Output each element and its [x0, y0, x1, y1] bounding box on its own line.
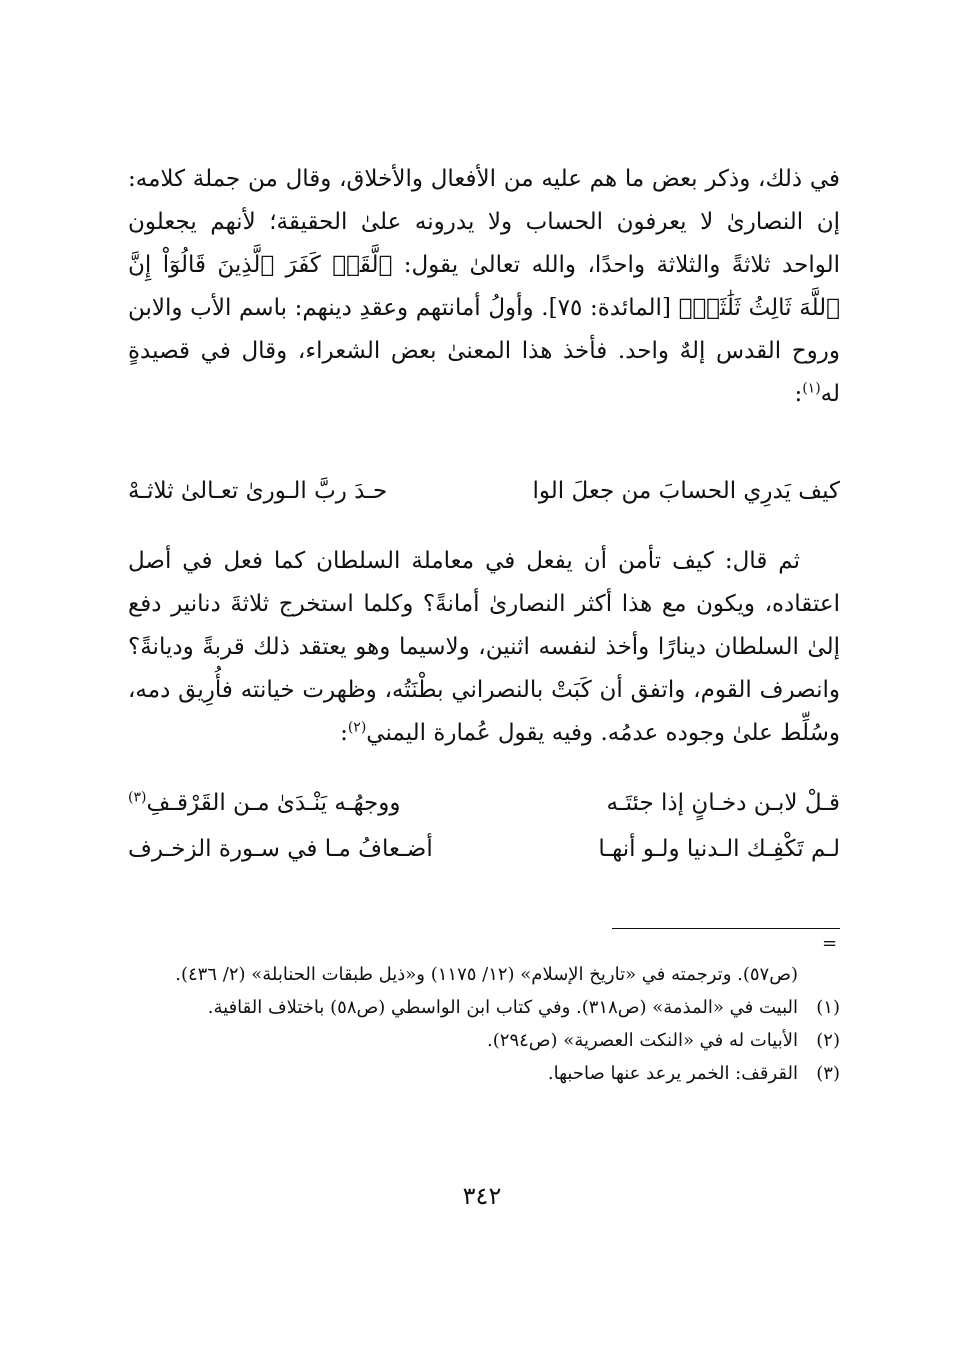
footnote-3	[128, 1057, 840, 1090]
footnote-ref-3[interactable]: (٣)	[128, 789, 147, 806]
footnote-ref-2[interactable]: (٢)	[347, 719, 367, 736]
verse-1-first-hemistich: كيف يَدرِي الحسابَ من جعلَ الوا	[532, 478, 840, 504]
footnote-1	[128, 991, 840, 1024]
paragraph-1: في ذلك، وذكر بعض ما هم عليه من الأفعال والأخلاق، وقال من جملة كلامه: إن النصارىٰ لا يعرفون الحساب ولا يدرونه علىٰ الحقيقة؛ لأنهم يجعلون الواحد ثلاثةً والثلاثة واحدًا، والله تعالىٰ يقول: ﴿لَّقَدۡ كَفَرَ ٱلَّذِينَ قَالُوٓاْ إِنَّ ٱللَّهَ ثَالِثُ ثَلَٰثَةٖ﴾ [المائدة: ٧٥]. وأولُ أمانتهم وعقدِ دينهم: باسم الأب والابن وروح القدس إلهٌ واحد. فأخذ هذا المعنىٰ بعض الشعراء، وقال في قصيدةٍ له$^{(١)}$:	[128, 166, 840, 407]
footnote-continuation-mark: =	[822, 933, 838, 954]
footnote-text: الأبيات له في «النكت العصرية» (ص٢٩٤).	[487, 1030, 798, 1051]
verse-line-2	[128, 782, 840, 825]
verse-2-second-hemistich: ووجهُـه يَنْـدَىٰ مـن القَرْقـفِ$^{(٣)}$	[128, 789, 401, 816]
footnote-number: (٣)	[816, 1063, 840, 1084]
footnote-text: القرقف: الخمر يرعد عنها صاحبها.	[547, 1063, 798, 1084]
paragraph-2-block	[128, 540, 840, 755]
page-number: ٣٤٢	[462, 1182, 502, 1210]
footnote-ref-1[interactable]: (١)	[802, 380, 821, 397]
footnote-number: (٢)	[816, 1030, 840, 1051]
footnote-number: (١)	[816, 997, 840, 1018]
footnote-separator	[612, 928, 840, 929]
verse-1-second-hemistich: حـدَ ربَّ الـورىٰ تعـالىٰ ثلاثـهْ	[128, 478, 388, 504]
verse-3-second-hemistich: أضـعافُ مـا في سـورة الزخـرف	[128, 836, 433, 862]
verse-2-first-hemistich: قـلْ لابـن دخـانٍ إذا جئتَـه	[606, 790, 840, 816]
paragraph-2: ثم قال: كيف تأمن أن يفعل في معاملة السلطان كما فعل في أصل اعتقاده، ويكون مع هذا أكثر النصارىٰ أمانةً؟ وكلما استخرج ثلاثةَ دنانير دفع إلىٰ السلطان دينارًا وأخذ لنفسه اثنين، ولاسيما وهو يعتقد ذلك قربةً وديانةً؟ وانصرف القوم، واتفق أن كَبَتْ بالنصراني بطْنَتُه، وظهرت خيانته فأُرِيق دمه، وسُلِّط علىٰ وجوده عدمُه. وفيه يقول عُمارة اليمني$^{(٢)}$:	[128, 548, 840, 746]
footnote-2	[128, 1024, 840, 1057]
main-paragraph	[128, 158, 840, 416]
verse-3-first-hemistich: لـم تَكْفِـك الـدنيا ولـو أنهـا	[598, 836, 840, 862]
footnotes	[128, 958, 840, 1090]
verse-line-3	[128, 828, 840, 871]
footnote-text: البيت في «المذمة» (ص٣١٨). وفي كتاب ابن الواسطي (ص٥٨) باختلاف القافية.	[207, 997, 798, 1018]
footnote-continued: (ص٥٧). وترجمته في «تاريخ الإسلام» (١٢/ ١١٧٥) و«ذيل طبقات الحنابلة» (٢/ ٤٣٦).	[175, 964, 798, 985]
verse-line-1	[128, 470, 840, 513]
